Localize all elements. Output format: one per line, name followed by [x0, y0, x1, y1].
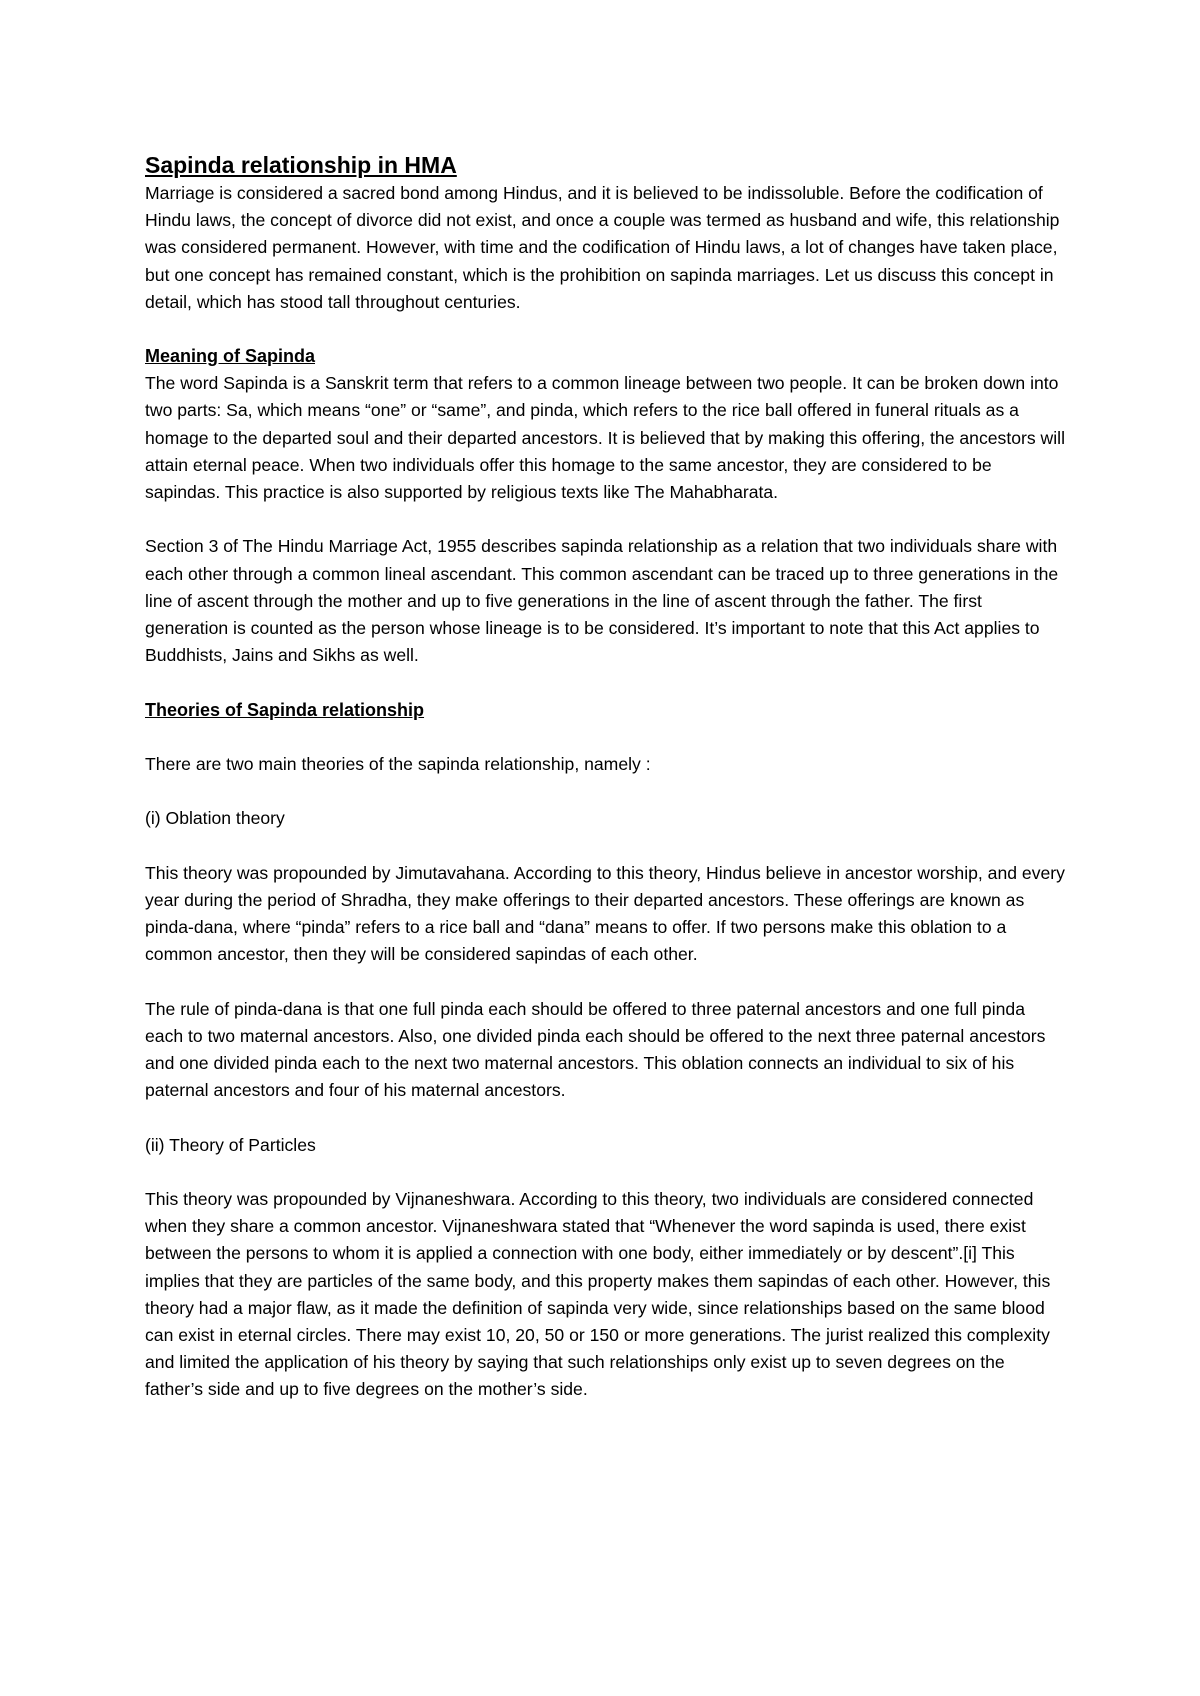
- section3-paragraph: Section 3 of The Hindu Marriage Act, 1955 describes sapinda relationship as a relation that two individuals share with each other through a common lineal ascendant. This common ascendant can be traced up to three generations in the line of ascent through the mother and up to five generations in the line of ascent through the father. The first generation is counted as the person whose lineage is to be considered. It’s important to note that this Act applies to Buddhists, Jains and Sikhs as well.: [145, 536, 1059, 666]
- particles-theory-label: (ii) Theory of Particles: [145, 1134, 316, 1155]
- spacer: [145, 832, 1065, 859]
- oblation-paragraph-2: The rule of pinda-dana is that one full pinda each should be offered to three paternal ancestors and one full pinda each to two maternal ancestors. Also, one divided pinda each should be offered to the next three paternal ancestors and one divided pinda each to the next two maternal ancestors. This oblation connects an individual to six of his paternal ancestors and four of his maternal ancestors.: [145, 998, 1046, 1101]
- document-page: [145, 150, 1065, 1404]
- spacer: [145, 1159, 1065, 1186]
- section-heading-meaning: Meaning of Sapinda: [145, 346, 316, 367]
- oblation-paragraph-1: This theory was propounded by Jimutavahana. According to this theory, Hindus believe in ancestor worship, and every year during the period of Shradha, they make offerings to their departed ancestors. These offerings are known as pinda-dana, where “pinda” refers to a rice ball and “dana” means to offer. If two persons make this oblation to a common ancestor, then they will be considered sapindas of each other.: [145, 862, 1065, 965]
- spacer: [145, 669, 1065, 696]
- particles-paragraph: This theory was propounded by Vijnaneshwara. According to this theory, two individuals are considered connected when they share a common ancestor. Vijnaneshwara stated that “Whenever the word sapinda is used, there exist between the persons to whom it is applied a connection with one body, either immediately or by descent”.[i] This implies that they are particles of the same body, and this property makes them sapindas of each other. However, this theory had a major flaw, as it made the definition of sapinda very wide, since relationships based on the same blood can exist in eternal circles. There may exist 10, 20, 50 or 150 or more generations. The jurist realized this complexity and limited the application of his theory by saying that such relationships only exist up to seven degrees on the father’s side and up to five degrees on the mother’s side.: [145, 1188, 1051, 1400]
- spacer: [145, 778, 1065, 805]
- document-title: Sapinda relationship in HMA: [145, 152, 457, 178]
- spacer: [145, 506, 1065, 533]
- oblation-theory-label: (i) Oblation theory: [145, 808, 285, 829]
- spacer: [145, 1104, 1065, 1131]
- meaning-paragraph: The word Sapinda is a Sanskrit term that refers to a common lineage between two people. It can be broken down into two parts: Sa, which means “one” or “same”, and pinda, which refers to the rice ball offered in funeral rituals as a homage to the departed soul and their departed ancestors. It is believed that by making this offering, the ancestors will attain eternal peace. When two individuals offer this homage to the same ancestor, they are considered to be sapindas. This practice is also supported by religious texts like The Mahabharata.: [145, 373, 1065, 503]
- spacer: [145, 316, 1065, 343]
- section-heading-theories: Theories of Sapinda relationship: [145, 699, 425, 720]
- theories-intro: There are two main theories of the sapinda relationship, namely :: [145, 753, 651, 774]
- spacer: [145, 968, 1065, 995]
- intro-paragraph: Marriage is considered a sacred bond among Hindus, and it is believed to be indissoluble. Before the codification of Hindu laws, the concept of divorce did not exist, and once a couple was termed as husband and wife, this relationship was considered permanent. However, with time and the codification of Hindu laws, a lot of changes have taken place, but one concept has remained constant, which is the prohibition on sapinda marriages. Let us discuss this concept in detail, which has stood tall throughout centuries.: [145, 183, 1060, 312]
- spacer: [145, 724, 1065, 751]
